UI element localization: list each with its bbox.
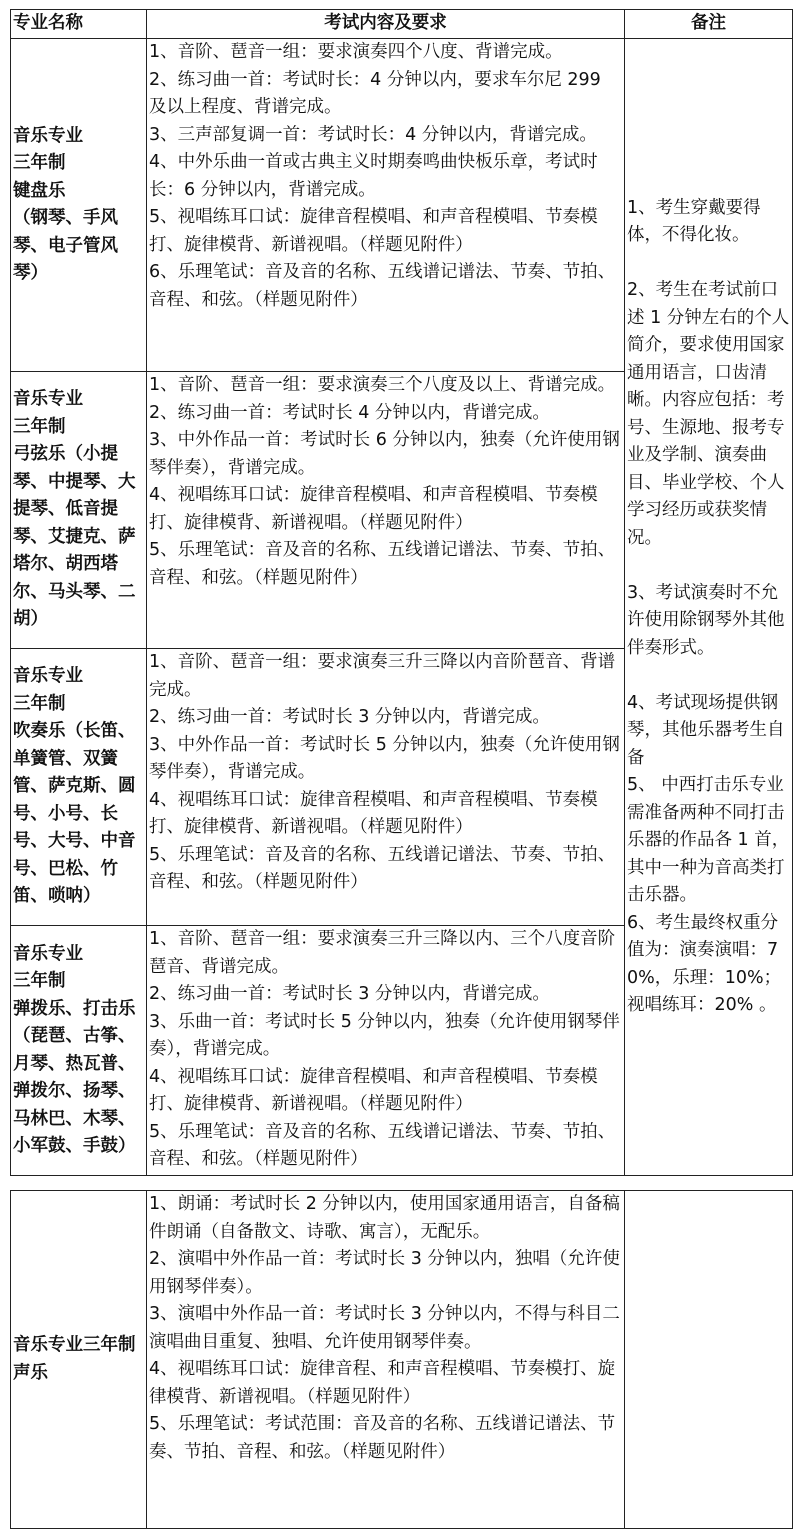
header-notes: 备注 [625, 10, 793, 39]
major-name-line: 三年制 [13, 153, 66, 173]
requirement-item: 1、音阶、琶音一组：要求演奏三升三降以内音阶琶音、背谱完成。 [149, 652, 616, 700]
major-name-line: 声乐 [13, 1362, 48, 1383]
exam-content-vocal [147, 1191, 625, 1529]
table-row-keyboard [11, 39, 793, 372]
vocal-requirements-table [10, 1190, 793, 1529]
requirement-item: 6、乐理笔试：音及音的名称、五线谱记谱法、节奏、节拍、音程、和弦。（样题见附件） [149, 262, 616, 310]
table-header-row [11, 10, 793, 39]
requirement-item: 3、演唱中外作品一首：考试时长 3 分钟以内，不得与科目二演唱曲目重复、独唱、允许使用钢琴伴奏。 [149, 1304, 620, 1352]
requirement-item: 2、练习曲一首：考试时长：4 分钟以内，要求车尔尼 299 及以上程度、背谱完成。 [149, 69, 601, 117]
requirement-item: 4、视唱练耳口试：旋律音程模唱、和声音程模唱、节奏模打、旋律模背、新谱视唱。（样题见附件） [149, 485, 598, 533]
major-name-line: 键盘乐 [13, 180, 66, 201]
note-item: 6、考生最终权重分值为：演奏演唱：70%，乐理：10%；视唱练耳：20% 。 [627, 912, 782, 1015]
major-name-line: （钢琴、手风 [13, 208, 118, 228]
requirement-item: 5、乐理笔试：音及音的名称、五线谱记谱法、节奏、节拍、音程、和弦。（样题见附件） [149, 1121, 616, 1169]
requirement-item: 4、视唱练耳口试：旋律音程模唱、和声音程模唱、节奏模打、旋律模背、新谱视唱。（样题见附件） [149, 789, 598, 837]
requirement-item: 3、乐曲一首：考试时长 5 分钟以内，独奏（允许使用钢琴伴奏），背谱完成。 [149, 1011, 620, 1059]
exam-content-wind [147, 649, 625, 926]
major-name-line: 弹拨乐、打击乐（琵琶、古筝、月琴、热瓦普、弹拨尔、扬琴、马林巴、木琴、小军鼓、手鼓） [13, 998, 136, 1156]
requirement-item: 2、练习曲一首：考试时长 3 分钟以内，背谱完成。 [149, 984, 550, 1004]
requirement-item: 4、视唱练耳口试：旋律音程模唱、和声音程模唱、节奏模打、旋律模背、新谱视唱。（样题见附件） [149, 1066, 598, 1114]
requirement-item: 5、视唱练耳口试：旋律音程模唱、和声音程模唱、节奏模打、旋律模背、新谱视唱。（样题见附件） [149, 207, 598, 255]
requirement-item: 4、中外乐曲一首或古典主义时期奏鸣曲快板乐章，考试时长：6 分钟以内，背谱完成。 [149, 152, 598, 200]
major-name-line: 音乐专业 [13, 666, 83, 687]
exam-requirements-table [10, 9, 793, 1176]
major-name-line: 三年制 [13, 693, 66, 714]
vocal-notes-cell [625, 1191, 793, 1529]
requirement-item: 5、乐理笔试：考试范围：音及音的名称、五线谱记谱法、节奏、节拍、音程、和弦。（样题见附件） [149, 1414, 616, 1462]
requirement-item: 5、乐理笔试：音及音的名称、五线谱记谱法、节奏、节拍、音程、和弦。（样题见附件） [149, 844, 616, 892]
requirement-item: 1、音阶、琶音一组：要求演奏四个八度、背谱完成。 [149, 42, 563, 62]
major-name-line: 弓弦乐（小提琴、中提琴、大提琴、低音提琴、艾捷克、萨塔尔、胡西塔尔、马头琴、二胡） [13, 444, 136, 630]
note-item: 3、考试演奏时不允许使用除钢琴外其他伴奏形式。 [627, 582, 785, 658]
exam-content-bowed-strings [147, 372, 625, 649]
note-item: 2、考生在考试前口述 1 分钟左右的个人简介，要求使用国家通用语言，口齿清晰。内容应包括：考号、生源地、报考专业及学制、演奏曲目、毕业学校、个人学习经历或获奖情况。 [627, 280, 790, 548]
header-exam-content: 考试内容及要求 [147, 10, 625, 39]
requirement-item: 2、演唱中外作品一首：考试时长 3 分钟以内，独唱（允许使用钢琴伴奏）。 [149, 1249, 620, 1297]
requirement-item: 3、三声部复调一首：考试时长：4 分钟以内，背谱完成。 [149, 124, 597, 145]
major-name-line: 音乐专业 [13, 125, 83, 146]
major-name-line: 吹奏乐（长笛、单簧管、双簧管、萨克斯、圆号、小号、长号、大号、中音号、巴松、竹笛、唢呐） [13, 721, 136, 907]
requirement-item: 5、乐理笔试：音及音的名称、五线谱记谱法、节奏、节拍、音程、和弦。（样题见附件） [149, 540, 616, 588]
note-item: 5、 中西打击乐专业需准备两种不同打击乐器的作品各 1 首，其中一种为音高类打击乐器。 [627, 775, 790, 905]
note-item: 1、考生穿戴要得体，不得化妆。 [627, 197, 761, 245]
major-name-line: 音乐专业 [13, 943, 83, 964]
major-name-line: 三年制 [13, 971, 66, 991]
major-name-keyboard [11, 39, 147, 372]
major-name-line: 音乐专业三年制 [13, 1335, 136, 1355]
requirement-item: 3、中外作品一首：考试时长 5 分钟以内，独奏（允许使用钢琴伴奏），背谱完成。 [149, 734, 620, 782]
requirement-item: 4、视唱练耳口试：旋律音程、和声音程模唱、节奏模打、旋律模背、新谱视唱。（样题见附件） [149, 1359, 616, 1407]
major-name-bowed-strings [11, 372, 147, 649]
requirement-item: 1、朗诵：考试时长 2 分钟以内，使用国家通用语言，自备稿件朗诵（自备散文、诗歌、寓言），无配乐。 [149, 1194, 620, 1242]
notes-cell [625, 39, 793, 1176]
header-major-name: 专业名称 [11, 10, 147, 39]
requirement-item: 2、练习曲一首：考试时长 4 分钟以内，背谱完成。 [149, 402, 550, 423]
major-name-line: 琴） [13, 263, 48, 283]
major-name-vocal [11, 1191, 147, 1529]
major-name-line: 三年制 [13, 416, 66, 437]
requirement-item: 2、练习曲一首：考试时长 3 分钟以内，背谱完成。 [149, 707, 550, 727]
exam-content-plucked-percussion [147, 926, 625, 1176]
exam-content-keyboard [147, 39, 625, 372]
major-name-wind [11, 649, 147, 926]
major-name-line: 琴、电子管风 [13, 235, 118, 256]
major-name-plucked-percussion [11, 926, 147, 1176]
requirement-item: 1、音阶、琶音一组：要求演奏三升三降以内、三个八度音阶琶音、背谱完成。 [149, 929, 616, 977]
table-row-vocal [11, 1191, 793, 1529]
note-item: 4、考试现场提供钢琴，其他乐器考生自备 [627, 692, 785, 768]
requirement-item: 1、音阶、琶音一组：要求演奏三个八度及以上、背谱完成。 [149, 375, 616, 395]
major-name-line: 音乐专业 [13, 389, 83, 410]
requirement-item: 3、中外作品一首：考试时长 6 分钟以内，独奏（允许使用钢琴伴奏），背谱完成。 [149, 430, 620, 478]
